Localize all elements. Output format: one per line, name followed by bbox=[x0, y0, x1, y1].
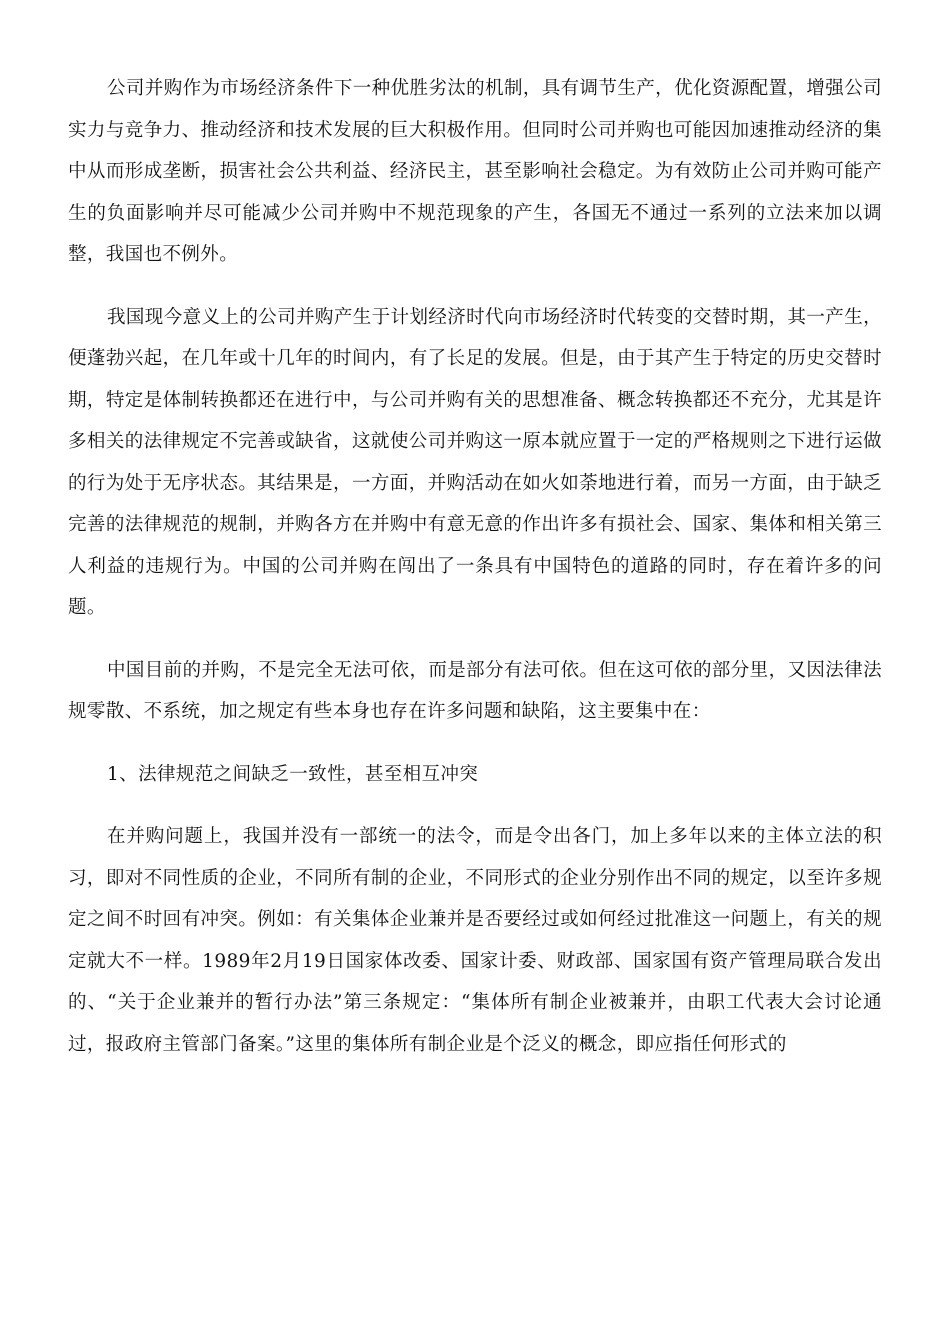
paragraph-merger-mechanism: 公司并购作为市场经济条件下一种优胜劣汰的机制，具有调节生产，优化资源配置，增强公司实力与竞争力、推动经济和技术发展的巨大积极作用。但同时公司并购也可能因加速推动经济的集中从而形成垄断，损害社会公共利益、经济民主，甚至影响社会稳定。为有效防止公司并购可能产生的负面影响并尽可能减少公司并购中不规范现象的产生，各国无不通过一系列的立法来加以调整，我国也不例外。 bbox=[68, 78, 882, 265]
section-heading-inconsistency: 1、法律规范之间缺乏一致性，甚至相互冲突 bbox=[107, 763, 479, 785]
paragraph-china-merger-history: 我国现今意义上的公司并购产生于计划经济时代向市场经济时代转变的交替时期，其一产生，便蓬勃兴起，在几年或十几年的时间内，有了长足的发展。但是，由于其产生于特定的历史交替时期，特定是体制转换都还在进行中，与公司并购有关的思想准备、概念转换都还不充分，尤其是许多相关的法律规定不完善或缺省，这就使公司并购这一原本就应置于一定的严格规则之下进行运做的行为处于无序状态。其结果是，一方面，并购活动在如火如荼地进行着，而另一方面，由于缺乏完善的法律规范的规制，并购各方在并购中有意无意的作出许多有损社会、国家、集体和相关第三人利益的违规行为。中国的公司并购在闯出了一条具有中国特色的道路的同时，存在着许多的问题。 bbox=[68, 306, 882, 618]
paragraph-legal-basis: 中国目前的并购，不是完全无法可依，而是部分有法可依。但在这可依的部分里，又因法律法规零散、不系统，加之规定有些本身也存在许多问题和缺陷，这主要集中在： bbox=[68, 659, 882, 722]
paragraph-regulation-conflicts: 在并购问题上，我国并没有一部统一的法令，而是令出各门，加上多年以来的主体立法的积习，即对不同性质的企业，不同所有制的企业，不同形式的企业分别作出不同的规定，以至许多规定之间不时回有冲突。例如：有关集体企业兼并是否要经过或如何经过批准这一问题上，有关的规定就大不一样。1989年2月19日国家体改委、国家计委、财政部、国家国有资产管理局联合发出的、“关于企业兼并的暂行办法”第三条规定：“集体所有制企业被兼并，由职工代表大会讨论通过，报政府主管部门备案。”这里的集体所有制企业是个泛义的概念，即应指任何形式的 bbox=[68, 826, 882, 1055]
document-page bbox=[68, 68, 882, 1086]
